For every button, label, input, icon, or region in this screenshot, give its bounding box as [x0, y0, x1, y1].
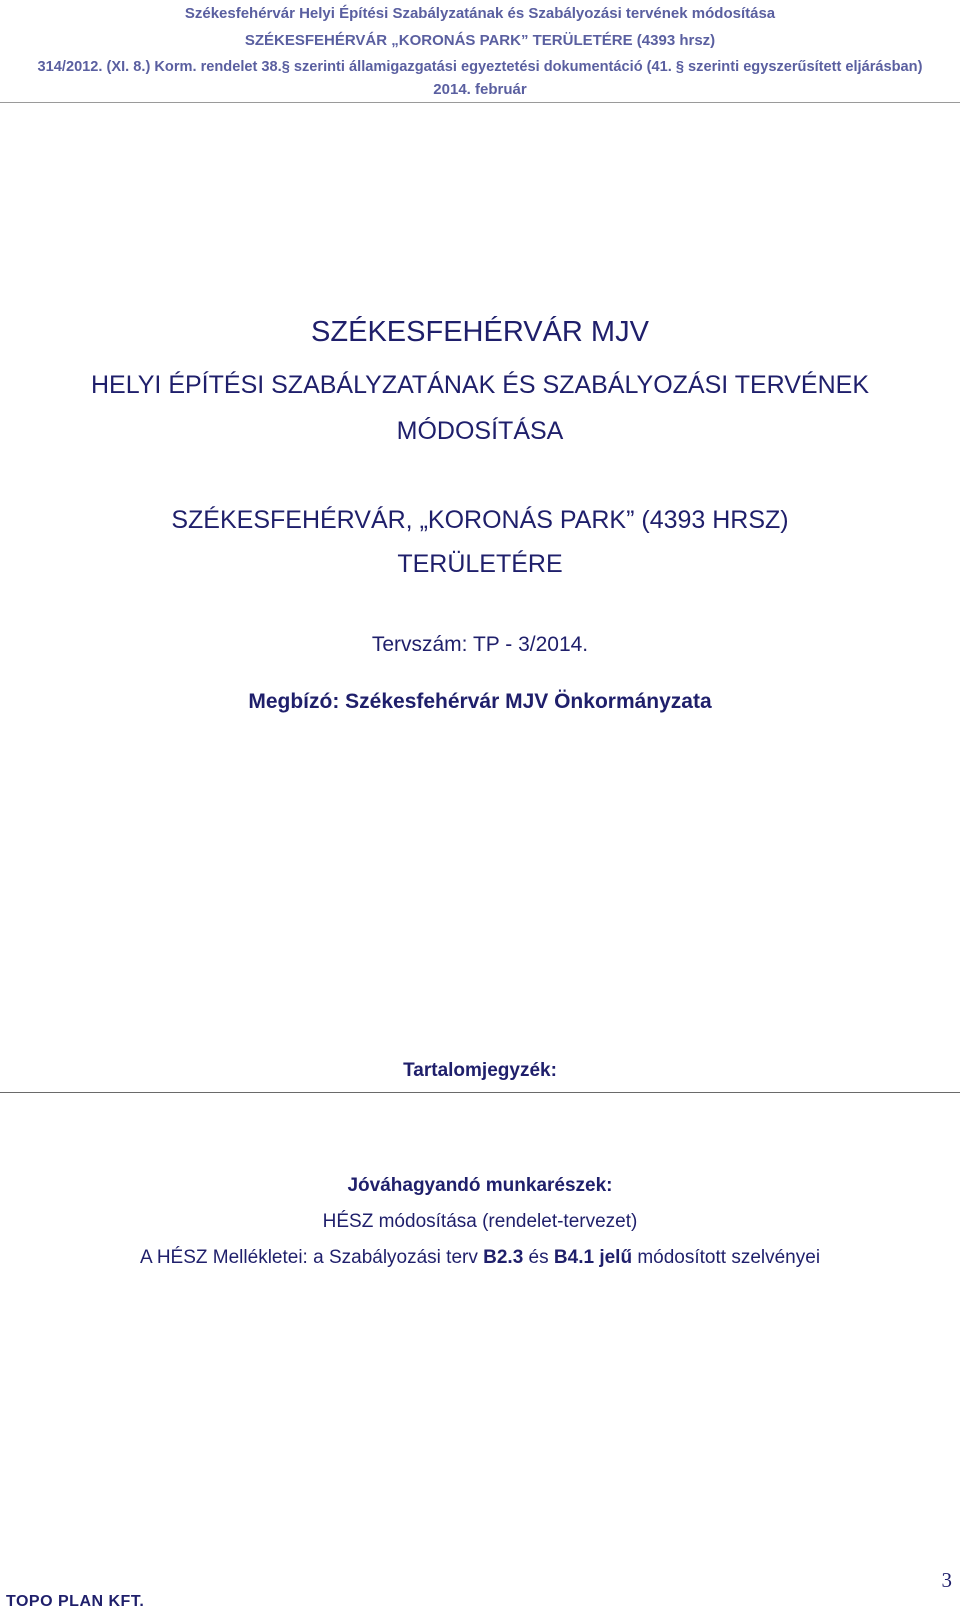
toc-item-annexes-suffix: módosított szelvényei — [632, 1247, 821, 1268]
area-title-line-2: TERÜLETÉRE — [397, 550, 563, 578]
document-header — [0, 0, 960, 99]
header-procedure-line: 314/2012. (XI. 8.) Korm. rendelet 38.§ szerinti államigazgatási egyeztetési dokumentáció (41. § szerinti egyszerűsített eljárásban) — [37, 59, 923, 75]
toc-heading: Tartalomjegyzék: — [403, 1060, 557, 1081]
toc-item-annexes — [0, 1240, 960, 1276]
toc-divider — [0, 1092, 960, 1093]
toc-item-annexes-sheet-1: B2.3 — [483, 1247, 524, 1268]
header-date-line: 2014. február — [433, 81, 527, 98]
toc-section-heading: Jóváhagyandó munkarészek: — [347, 1175, 613, 1196]
page-number: 3 — [941, 1568, 952, 1592]
toc-item-annexes-sheet-2: B4.1 jelű — [553, 1247, 633, 1268]
plan-number: Tervszám: TP - 3/2014. — [371, 633, 589, 656]
area-title — [0, 498, 960, 586]
subtitle-line-1: HELYI ÉPÍTÉSI SZABÁLYZATÁNAK ÉS SZABÁLYOZÁSI TERVÉNEK — [90, 371, 870, 399]
area-title-line-1: SZÉKESFEHÉRVÁR, „KORONÁS PARK” (4393 HRSZ) — [171, 506, 789, 534]
header-divider — [0, 102, 960, 103]
toc-item-annexes-conjunction: és — [523, 1247, 554, 1268]
header-title-line: Székesfehérvár Helyi Építési Szabályzatának és Szabályozási tervének módosítása — [184, 5, 776, 22]
subtitle — [0, 362, 960, 454]
subtitle-line-2: MÓDOSÍTÁSA — [396, 417, 564, 445]
header-area-line: SZÉKESFEHÉRVÁR „KORONÁS PARK” TERÜLETÉRE (4393 hrsz) — [244, 32, 716, 49]
main-title: SZÉKESFEHÉRVÁR MJV — [311, 316, 649, 348]
footer-company: TOPO PLAN KFT. — [6, 1593, 145, 1610]
toc-item-annexes-prefix: A HÉSZ Mellékletei: a Szabályozási terv — [139, 1247, 484, 1268]
toc-item-hesz-amendment: HÉSZ módosítása (rendelet-tervezet) — [322, 1211, 638, 1232]
toc-list — [0, 1168, 960, 1276]
client-line: Megbízó: Székesfehérvár MJV Önkormányzata — [248, 690, 712, 713]
